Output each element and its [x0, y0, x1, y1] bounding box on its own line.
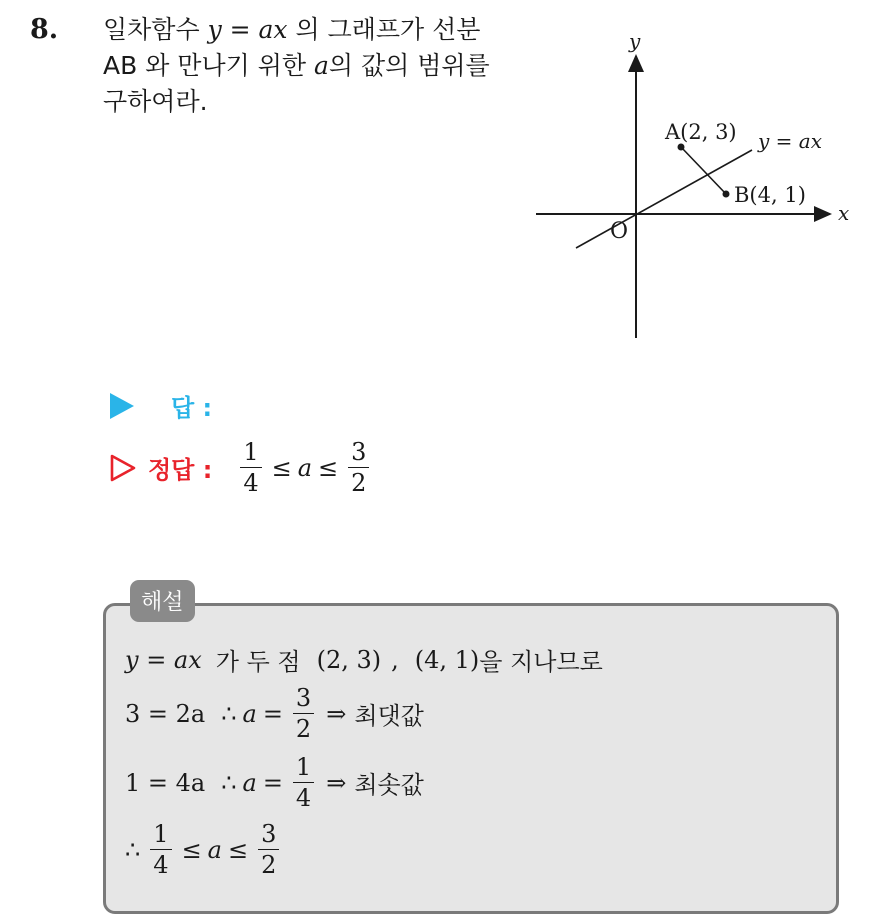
implies-arrow: ⇒ — [326, 768, 347, 797]
outline-triangle-icon — [110, 454, 136, 482]
sol-4-rel2: ≤ — [227, 835, 249, 864]
correct-answer-label: 정답 : — [148, 456, 213, 484]
sol-2-fraction: $\frac{3}{2}$ — [293, 686, 314, 741]
point-b-label: B(4, 1) — [734, 183, 806, 207]
sol-4-rel1: ≤ — [181, 835, 202, 864]
line-y-ax — [576, 150, 752, 248]
origin-label: O — [610, 219, 629, 244]
sol-1-text1: 가 두 점 — [215, 648, 301, 676]
lower-fraction: $\frac{1}{4}$ — [240, 440, 261, 495]
question-line-2-post: 의 값의 범위를 — [328, 51, 490, 80]
point-b-dot — [723, 191, 730, 198]
question-line-1-post: 의 그래프가 선분 — [287, 15, 481, 44]
question-line-1-pre: 일차함수 — [103, 15, 208, 44]
answer-row — [110, 388, 212, 423]
sol-3-fraction: $\frac{1}{4}$ — [293, 755, 314, 810]
sol-3-lhs: 1 = 4a — [125, 768, 206, 797]
sol-1-text2: 을 지나므로 — [479, 648, 603, 676]
therefore-symbol: ∴ — [125, 835, 141, 864]
rel-1: ≤ — [271, 453, 292, 482]
sol-2-eq: = — [262, 699, 283, 728]
sol-3-var: a — [242, 768, 257, 797]
sol-2-lhs: 3 = 2a — [125, 699, 206, 728]
sol-1-comma: , — [391, 645, 399, 674]
sol-2-text: 최댓값 — [354, 702, 424, 730]
y-axis-label: y — [629, 30, 641, 53]
question-text — [103, 12, 513, 120]
sol-2-var: a — [242, 699, 257, 728]
solution-line-3 — [125, 755, 424, 810]
sol-4-var: a — [207, 835, 222, 864]
rel-2: ≤ — [318, 453, 339, 482]
solution-line-4 — [125, 822, 283, 877]
question-line-1-math: y = ax — [207, 15, 288, 44]
answer-var: a — [297, 453, 313, 482]
sol-3-eq: = — [262, 768, 283, 797]
question-line-2-var: a — [313, 51, 329, 80]
solution-line-1 — [125, 642, 603, 677]
sol-1-point1: (2, 3) — [316, 645, 382, 674]
coordinate-graph — [530, 30, 860, 345]
question-line-2-pre: AB 와 만나기 위한 — [103, 51, 314, 80]
line-label: y = ax — [758, 129, 822, 153]
sol-4-upper-fraction: $\frac{3}{2}$ — [258, 822, 279, 877]
therefore-symbol: ∴ — [221, 699, 237, 728]
upper-fraction: $\frac{3}{2}$ — [348, 440, 369, 495]
point-a-dot — [678, 144, 685, 151]
question-line-3: 구하여라. — [103, 87, 208, 116]
therefore-symbol: ∴ — [221, 768, 237, 797]
point-a-label: A(2, 3) — [665, 120, 737, 144]
answer-label: 답 : — [171, 394, 213, 422]
sol-3-text: 최솟값 — [354, 771, 424, 799]
solution-line-2 — [125, 686, 424, 741]
segment-ab — [681, 147, 726, 194]
implies-arrow: ⇒ — [326, 699, 347, 728]
sol-1-point2: (4, 1) — [414, 645, 480, 674]
correct-answer-row — [110, 440, 373, 495]
play-triangle-icon — [110, 393, 134, 419]
sol-4-lower-fraction: $\frac{1}{4}$ — [150, 822, 171, 877]
solution-tag: 해설 — [130, 580, 195, 622]
x-axis-label: x — [838, 201, 850, 225]
question-number: 8. — [30, 14, 59, 45]
question-line-2 — [103, 48, 513, 84]
correct-answer-math — [236, 440, 373, 495]
question-line-1 — [103, 12, 513, 48]
sol-1-math: y = ax — [125, 645, 202, 674]
